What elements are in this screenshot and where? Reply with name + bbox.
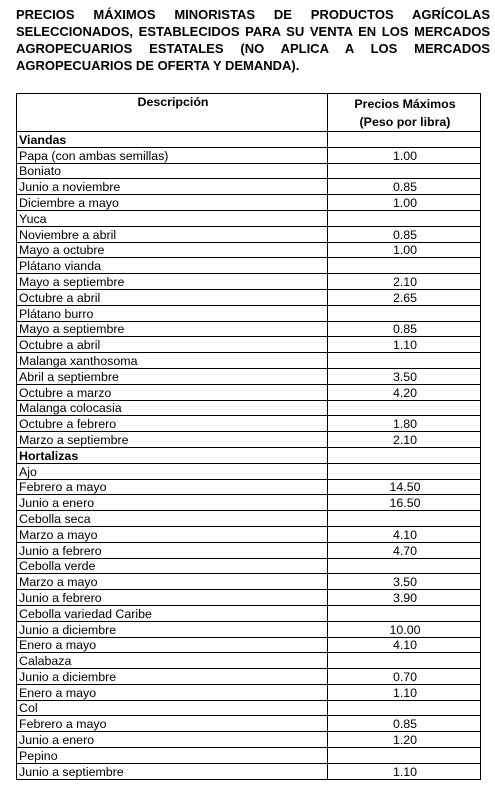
row-price: 0.85 (328, 321, 481, 337)
table-row (17, 479, 481, 495)
table-row (17, 558, 481, 574)
row-description: Enero a mayo (17, 637, 328, 653)
row-description: Junio a febrero (17, 542, 328, 558)
table-row (17, 637, 481, 653)
row-description: Junio a septiembre (17, 763, 328, 779)
table-row (17, 368, 481, 384)
row-price (328, 447, 481, 463)
table-body (17, 132, 481, 780)
row-description: Malanga xanthosoma (17, 353, 328, 369)
row-price (328, 163, 481, 179)
table-row (17, 163, 481, 179)
row-description: Plátano burro (17, 305, 328, 321)
row-description: Malanga colocasia (17, 400, 328, 416)
row-description: Junio a diciembre (17, 669, 328, 685)
table-row (17, 495, 481, 511)
row-description: Febrero a mayo (17, 716, 328, 732)
row-price: 0.70 (328, 669, 481, 685)
row-description: Marzo a mayo (17, 574, 328, 590)
table-row (17, 526, 481, 542)
row-description: Octubre a abril (17, 289, 328, 305)
table-row (17, 590, 481, 606)
table-row (17, 732, 481, 748)
row-price: 16.50 (328, 495, 481, 511)
row-price: 1.10 (328, 684, 481, 700)
row-description: Pepino (17, 748, 328, 764)
row-description: Calabaza (17, 653, 328, 669)
table-row (17, 416, 481, 432)
row-description: Cebolla variedad Caribe (17, 605, 328, 621)
row-price: 4.10 (328, 526, 481, 542)
table-row (17, 700, 481, 716)
row-price (328, 558, 481, 574)
table-row (17, 574, 481, 590)
price-header-line1: Precios Máximos (354, 97, 456, 111)
row-price: 1.10 (328, 337, 481, 353)
row-price: 1.00 (328, 242, 481, 258)
document-title: PRECIOS MÁXIMOS MINORISTAS DE PRODUCTOS AGRÍCOLAS SELECCIONADOS, ESTABLECIDOS PARA SU VENTA EN LOS MERCADOS AGROPECUARIOS ESTATALES (NO APLICA A LOS MERCADOS AGROPECUARIOS DE OFERTA Y DEMANDA). (16, 7, 490, 73)
row-description: Mayo a septiembre (17, 274, 328, 290)
row-price: 1.10 (328, 763, 481, 779)
row-price (328, 605, 481, 621)
row-price: 1.80 (328, 416, 481, 432)
row-price: 14.50 (328, 479, 481, 495)
table-row (17, 210, 481, 226)
row-price: 4.70 (328, 542, 481, 558)
row-description: Ajo (17, 463, 328, 479)
row-price: 1.00 (328, 147, 481, 163)
table-row (17, 669, 481, 685)
table-row (17, 179, 481, 195)
row-price: 3.50 (328, 574, 481, 590)
price-column-header (328, 94, 481, 132)
description-column-header: Descripción (17, 94, 328, 132)
table-row (17, 147, 481, 163)
table-row (17, 621, 481, 637)
table-row (17, 274, 481, 290)
table-row (17, 195, 481, 211)
table-row (17, 653, 481, 669)
row-price (328, 400, 481, 416)
row-description: Hortalizas (17, 447, 328, 463)
row-description: Col (17, 700, 328, 716)
row-description: Junio a enero (17, 495, 328, 511)
row-description: Cebolla verde (17, 558, 328, 574)
row-description: Viandas (17, 132, 328, 148)
row-description: Junio a febrero (17, 590, 328, 606)
section-header-row (17, 132, 481, 148)
row-price (328, 305, 481, 321)
row-description: Octubre a marzo (17, 384, 328, 400)
row-price (328, 132, 481, 148)
row-description: Octubre a febrero (17, 416, 328, 432)
table-row (17, 289, 481, 305)
price-header-line2: (Peso por libra) (359, 115, 451, 129)
row-price: 0.85 (328, 716, 481, 732)
table-row (17, 226, 481, 242)
row-price: 0.85 (328, 179, 481, 195)
row-description: Enero a mayo (17, 684, 328, 700)
row-price: 2.10 (328, 432, 481, 448)
table-row (17, 605, 481, 621)
table-header-row (17, 94, 481, 132)
row-description: Junio a enero (17, 732, 328, 748)
table-row (17, 258, 481, 274)
row-description: Octubre a abril (17, 337, 328, 353)
row-price: 10.00 (328, 621, 481, 637)
row-description: Marzo a septiembre (17, 432, 328, 448)
section-header-row (17, 447, 481, 463)
table-row (17, 337, 481, 353)
row-description: Noviembre a abril (17, 226, 328, 242)
row-price: 4.10 (328, 637, 481, 653)
row-description: Febrero a mayo (17, 479, 328, 495)
row-price (328, 210, 481, 226)
row-price (328, 653, 481, 669)
row-price: 3.90 (328, 590, 481, 606)
table-row (17, 748, 481, 764)
table-row (17, 321, 481, 337)
row-price: 1.00 (328, 195, 481, 211)
row-description: Junio a noviembre (17, 179, 328, 195)
row-price (328, 511, 481, 527)
row-price (328, 353, 481, 369)
row-description: Mayo a octubre (17, 242, 328, 258)
row-price: 4.20 (328, 384, 481, 400)
table-row (17, 763, 481, 779)
table-row (17, 384, 481, 400)
row-price (328, 463, 481, 479)
table-row (17, 432, 481, 448)
row-description: Junio a diciembre (17, 621, 328, 637)
table-row (17, 242, 481, 258)
table-row (17, 353, 481, 369)
table-row (17, 511, 481, 527)
table-row (17, 542, 481, 558)
row-price: 2.65 (328, 289, 481, 305)
row-description: Plátano vianda (17, 258, 328, 274)
row-description: Diciembre a mayo (17, 195, 328, 211)
row-price (328, 748, 481, 764)
row-price: 0.85 (328, 226, 481, 242)
row-description: Marzo a mayo (17, 526, 328, 542)
table-row (17, 305, 481, 321)
price-table (16, 93, 481, 780)
row-price: 3.50 (328, 368, 481, 384)
row-description: Abril a septiembre (17, 368, 328, 384)
row-description: Papa (con ambas semillas) (17, 147, 328, 163)
row-description: Mayo a septiembre (17, 321, 328, 337)
table-row (17, 684, 481, 700)
row-price: 1.20 (328, 732, 481, 748)
table-row (17, 463, 481, 479)
row-price (328, 700, 481, 716)
row-description: Boniato (17, 163, 328, 179)
table-row (17, 400, 481, 416)
row-description: Yuca (17, 210, 328, 226)
row-price (328, 258, 481, 274)
row-description: Cebolla seca (17, 511, 328, 527)
table-row (17, 716, 481, 732)
row-price: 2.10 (328, 274, 481, 290)
